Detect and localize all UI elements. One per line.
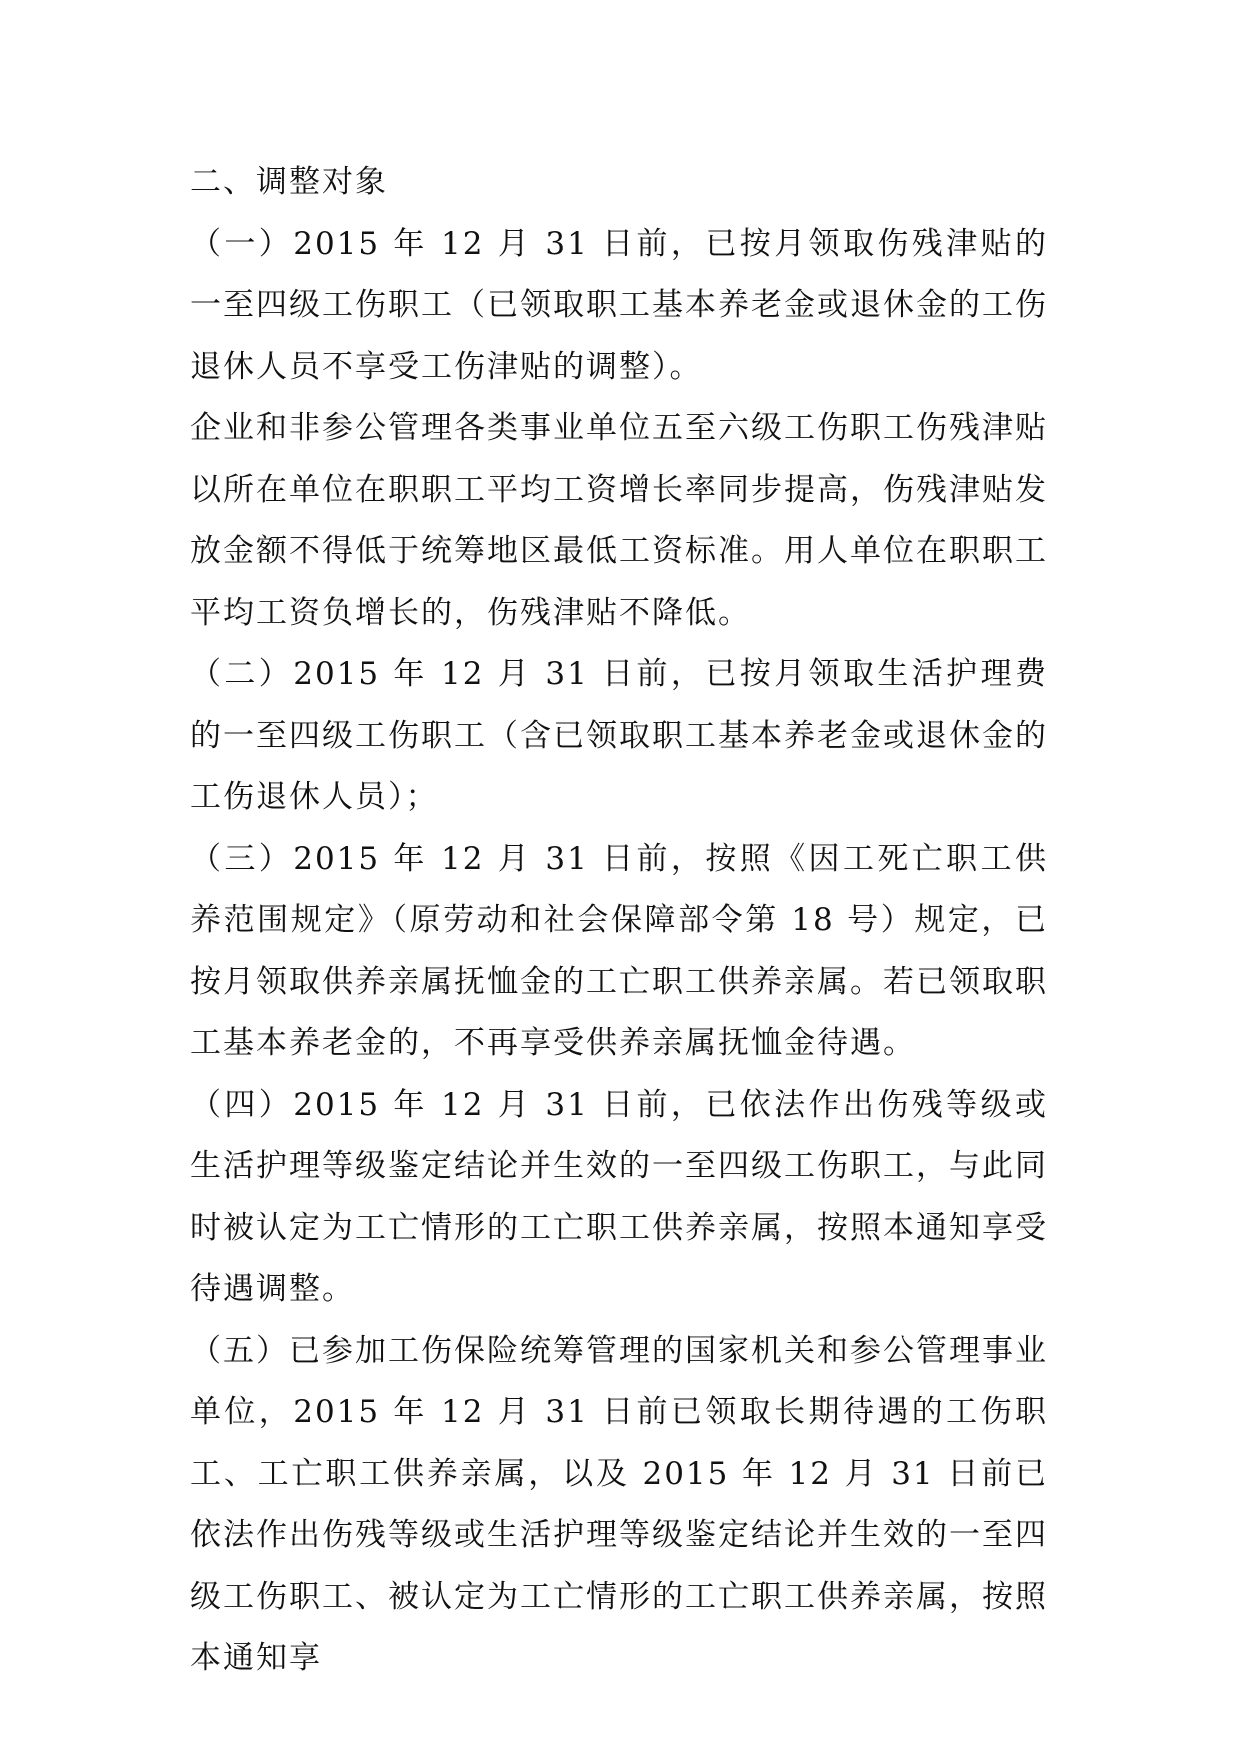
paragraph-item-2: （二）2015 年 12 月 31 日前，已按月领取生活护理费的一至四级工伤职工（含已领取职工基本养老金或退休金的工伤退休人员）； <box>190 656 1048 815</box>
document-body <box>190 152 1048 1690</box>
paragraph-item-1: （一）2015 年 12 月 31 日前，已按月领取伤残津贴的一至四级工伤职工（已领取职工基本养老金或退休金的工伤退休人员不享受工伤津贴的调整）。 <box>190 225 1048 385</box>
paragraph-item-5: （五）已参加工伤保险统筹管理的国家机关和参公管理事业单位，2015 年 12 月 31 日前已领取长期待遇的工伤职工、工亡职工供养亲属，以及 2015 年 12 月 31 日前已依法作出伤残等级或生活护理等级鉴定结论并生效的一至四级工伤职工、被认定为工亡情形的工亡职工供养亲属，按照本通知享 <box>190 1332 1048 1676</box>
paragraph-disability-allowance: 企业和非参公管理各类事业单位五至六级工伤职工伤残津贴以所在单位在职职工平均工资增长率同步提高，伤残津贴发放金额不得低于统筹地区最低工资标准。用人单位在职职工平均工资负增长的，伤残津贴不降低。 <box>190 410 1048 631</box>
section-heading: 二、调整对象 <box>190 164 388 200</box>
paragraph-item-3: （三）2015 年 12 月 31 日前，按照《因工死亡职工供养范围规定》（原劳动和社会保障部令第 18 号）规定，已按月领取供养亲属抚恤金的工亡职工供养亲属。若已领取职工基本养老金的，不再享受供养亲属抚恤金待遇。 <box>190 840 1048 1061</box>
paragraph-item-4: （四）2015 年 12 月 31 日前，已依法作出伤残等级或生活护理等级鉴定结论并生效的一至四级工伤职工，与此同时被认定为工亡情形的工亡职工供养亲属，按照本通知享受待遇调整。 <box>190 1086 1048 1307</box>
